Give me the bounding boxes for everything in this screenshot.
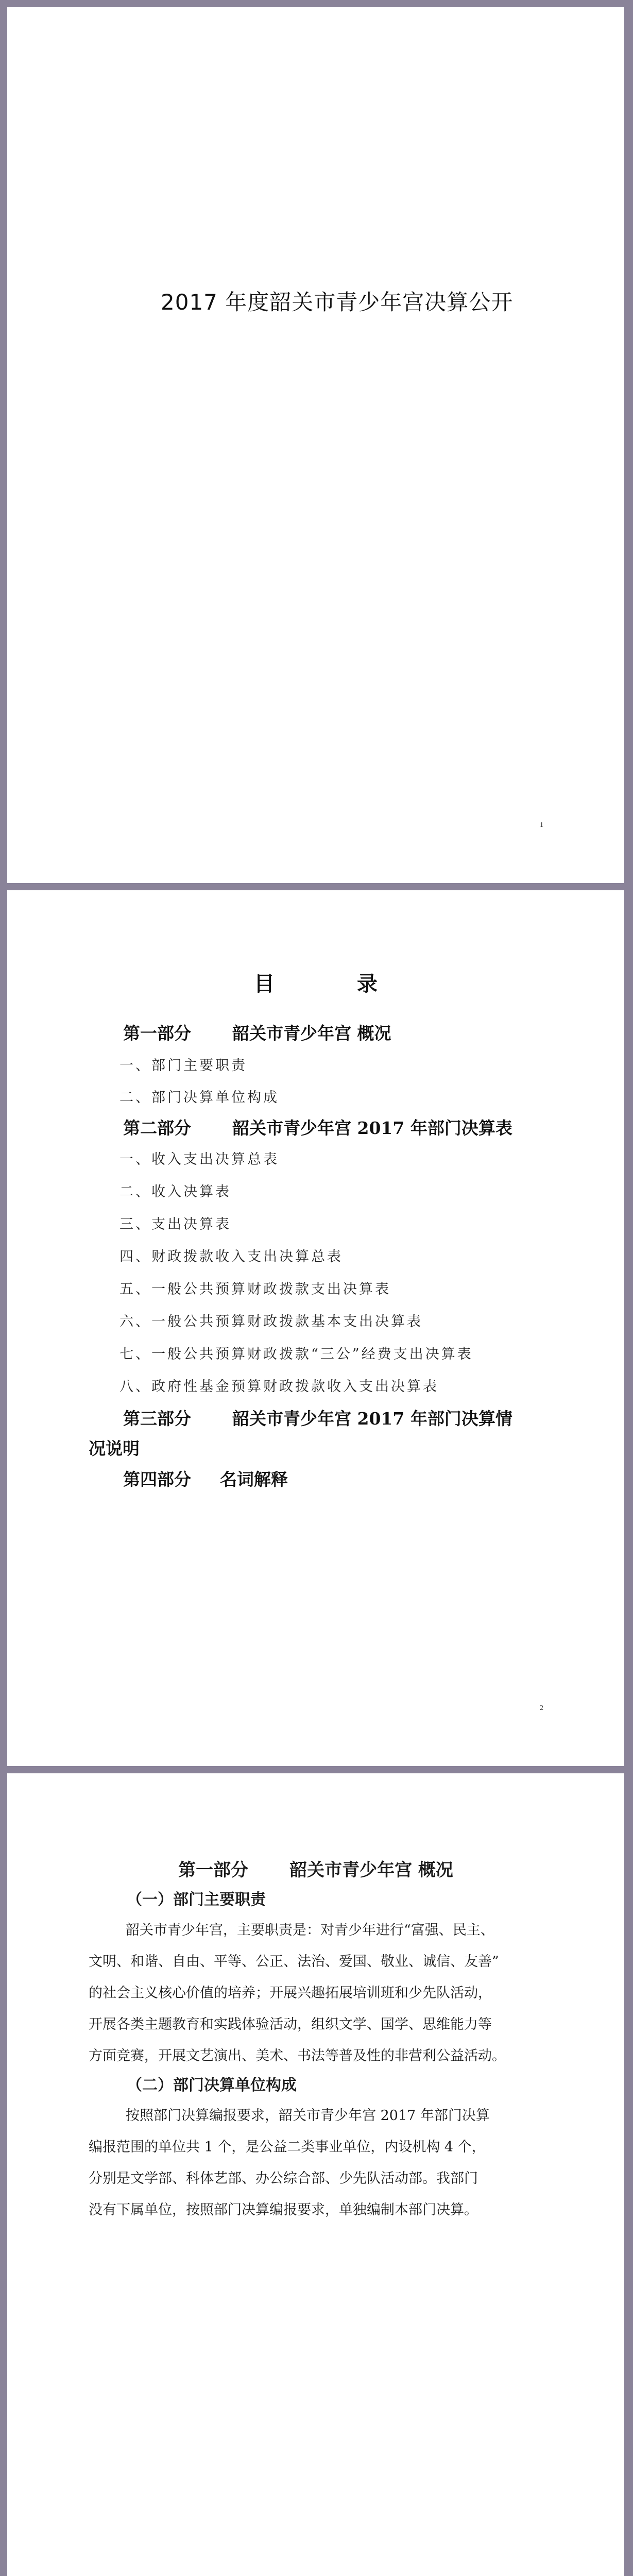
page-2	[7, 890, 624, 1766]
paragraph-line: 没有下属单位，按照部门决算编报要求，单独编制本部门决算。	[89, 2202, 478, 2218]
paragraph-line: 韶关市青少年宫，主要职责是：对青少年进行“富强、民主、	[126, 1922, 494, 1938]
toc-part-4	[123, 1466, 288, 1490]
toc-part-3	[123, 1405, 512, 1430]
document-title: 2017 年度韶关市青少年宫决算公开	[161, 290, 514, 315]
toc-item: 八、政府性基金预算财政拨款收入支出决算表	[119, 1379, 439, 1395]
toc-part-1	[123, 1020, 391, 1044]
toc-part-label: 第二部分	[123, 1118, 191, 1138]
paragraph-line: 按照部门决算编报要求，韶关市青少年宫 2017 年部门决算	[126, 2108, 490, 2124]
toc-part-label: 第四部分	[123, 1469, 191, 1489]
toc-item: 二、收入决算表	[119, 1184, 231, 1200]
page-number: 2	[540, 1704, 543, 1712]
page-3	[7, 1773, 624, 2576]
toc-part-label: 第一部分	[123, 1023, 191, 1043]
toc-item: 七、一般公共预算财政拨款“三公”经费支出决算表	[119, 1346, 473, 1362]
toc-item: 六、一般公共预算财政拨款基本支出决算表	[119, 1314, 423, 1330]
paragraph-line: 分别是文学部、科体艺部、办公综合部、少先队活动部。我部门	[89, 2171, 478, 2187]
section-label: 第一部分	[178, 1860, 249, 1880]
page-number: 1	[540, 821, 543, 829]
toc-title: 目录	[254, 972, 460, 996]
toc-part-3-continuation: 况说明	[89, 1438, 140, 1459]
paragraph-line: 文明、和谐、自由、平等、公正、法治、爱国、敬业、诚信、友善”	[89, 1954, 499, 1970]
toc-part-label: 第三部分	[123, 1409, 191, 1429]
toc-item: 五、一般公共预算财政拨款支出决算表	[119, 1281, 391, 1297]
section-text: 韶关市青少年宫 概况	[289, 1860, 453, 1880]
paragraph-line: 编报范围的单位共 1 个，是公益二类事业单位，内设机构 4 个，	[89, 2139, 486, 2155]
paragraph-line: 方面竞赛，开展文艺演出、美术、书法等普及性的非营利公益活动。	[89, 2048, 506, 2064]
paragraph-line: 的社会主义核心价值的培养；开展兴趣拓展培训班和少先队活动，	[89, 1985, 492, 2001]
toc-part-2	[123, 1115, 512, 1139]
toc-part-text: 韶关市青少年宫 2017 年部门决算情	[232, 1409, 512, 1429]
toc-item: 四、财政拨款收入支出决算总表	[119, 1249, 343, 1265]
toc-item: 一、收入支出决算总表	[119, 1151, 279, 1167]
toc-part-text: 韶关市青少年宫 2017 年部门决算表	[232, 1118, 512, 1138]
toc-item: 三、支出决算表	[119, 1216, 231, 1232]
page-1	[7, 7, 624, 883]
subheading-composition: （二）部门决算单位构成	[127, 2076, 297, 2094]
section-heading	[7, 1856, 624, 1881]
subheading-duties: （一）部门主要职责	[127, 1891, 266, 1909]
toc-part-text: 名词解释	[220, 1469, 288, 1489]
toc-item: 二、部门决算单位构成	[119, 1090, 279, 1106]
toc-part-text: 韶关市青少年宫 概况	[232, 1023, 391, 1043]
paragraph-line: 开展各类主题教育和实践体验活动，组织文学、国学、思维能力等	[89, 2016, 492, 2032]
toc-item: 一、部门主要职责	[119, 1058, 247, 1074]
